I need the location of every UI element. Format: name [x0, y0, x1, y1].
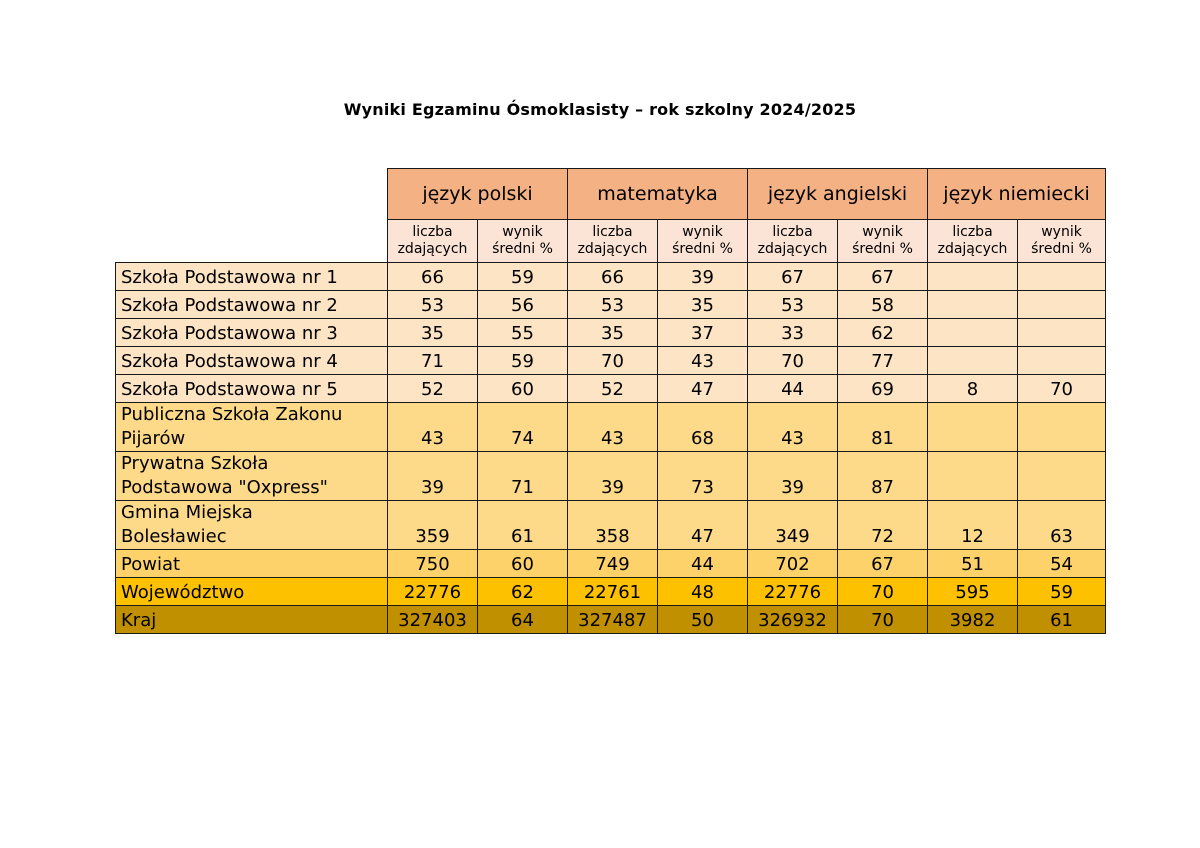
cell-value: 74	[478, 403, 568, 452]
cell-value: 43	[658, 347, 748, 375]
cell-value: 69	[838, 375, 928, 403]
subheader-score: wynik średni %	[1018, 220, 1106, 263]
cell-value: 22776	[748, 578, 838, 606]
cell-value	[1018, 403, 1106, 452]
row-label: Gmina Miejska Bolesławiec	[116, 501, 388, 550]
table-row	[116, 291, 1106, 319]
cell-value: 53	[748, 291, 838, 319]
header-matematyka: matematyka	[568, 169, 748, 220]
cell-value	[928, 319, 1018, 347]
cell-value: 8	[928, 375, 1018, 403]
cell-value: 59	[478, 347, 568, 375]
cell-value: 595	[928, 578, 1018, 606]
cell-value: 39	[748, 452, 838, 501]
cell-value: 22761	[568, 578, 658, 606]
cell-value: 70	[838, 578, 928, 606]
row-label: Szkoła Podstawowa nr 5	[116, 375, 388, 403]
cell-value: 47	[658, 501, 748, 550]
cell-value: 67	[748, 263, 838, 291]
cell-value: 326932	[748, 606, 838, 634]
subheader-score: wynik średni %	[478, 220, 568, 263]
subheader-score: wynik średni %	[838, 220, 928, 263]
cell-value	[928, 403, 1018, 452]
cell-value	[1018, 347, 1106, 375]
cell-value	[928, 263, 1018, 291]
cell-value	[1018, 319, 1106, 347]
subheader-count: liczba zdających	[388, 220, 478, 263]
table-row	[116, 403, 1106, 452]
cell-value: 63	[1018, 501, 1106, 550]
cell-value: 51	[928, 550, 1018, 578]
cell-value: 35	[658, 291, 748, 319]
cell-value: 43	[568, 403, 658, 452]
cell-value: 358	[568, 501, 658, 550]
cell-value: 53	[568, 291, 658, 319]
cell-value: 61	[478, 501, 568, 550]
cell-value: 60	[478, 550, 568, 578]
table-row	[116, 501, 1106, 550]
cell-value	[928, 291, 1018, 319]
cell-value: 37	[658, 319, 748, 347]
cell-value: 12	[928, 501, 1018, 550]
cell-value: 349	[748, 501, 838, 550]
row-label: Publiczna Szkoła Zakonu Pijarów	[116, 403, 388, 452]
row-label: Kraj	[116, 606, 388, 634]
row-label: Województwo	[116, 578, 388, 606]
cell-value: 52	[568, 375, 658, 403]
cell-value: 48	[658, 578, 748, 606]
cell-value: 33	[748, 319, 838, 347]
cell-value: 62	[478, 578, 568, 606]
cell-value: 77	[838, 347, 928, 375]
cell-value: 749	[568, 550, 658, 578]
subheader-count: liczba zdających	[568, 220, 658, 263]
table-row	[116, 550, 1106, 578]
cell-value: 43	[748, 403, 838, 452]
cell-value: 59	[478, 263, 568, 291]
cell-value: 70	[568, 347, 658, 375]
cell-value: 68	[658, 403, 748, 452]
cell-value	[1018, 291, 1106, 319]
cell-value: 54	[1018, 550, 1106, 578]
cell-value: 22776	[388, 578, 478, 606]
cell-value: 327403	[388, 606, 478, 634]
table-row	[116, 452, 1106, 501]
subheader-score: wynik średni %	[658, 220, 748, 263]
table-row	[116, 319, 1106, 347]
corner-cell	[116, 169, 388, 220]
corner-cell	[116, 220, 388, 263]
cell-value: 39	[388, 452, 478, 501]
cell-value	[928, 347, 1018, 375]
cell-value: 62	[838, 319, 928, 347]
cell-value: 67	[838, 550, 928, 578]
row-label: Prywatna Szkoła Podstawowa "Oxpress"	[116, 452, 388, 501]
table-row	[116, 375, 1106, 403]
header-jezyk-angielski: język angielski	[748, 169, 928, 220]
cell-value: 43	[388, 403, 478, 452]
cell-value: 39	[568, 452, 658, 501]
cell-value: 60	[478, 375, 568, 403]
cell-value: 53	[388, 291, 478, 319]
cell-value: 39	[658, 263, 748, 291]
cell-value: 61	[1018, 606, 1106, 634]
cell-value: 66	[568, 263, 658, 291]
page-title: Wyniki Egzaminu Ósmoklasisty – rok szkolny 2024/2025	[343, 100, 857, 119]
cell-value: 70	[838, 606, 928, 634]
cell-value: 750	[388, 550, 478, 578]
row-label: Szkoła Podstawowa nr 4	[116, 347, 388, 375]
cell-value: 702	[748, 550, 838, 578]
row-label: Powiat	[116, 550, 388, 578]
table-row	[116, 263, 1106, 291]
cell-value: 70	[748, 347, 838, 375]
cell-value: 67	[838, 263, 928, 291]
cell-value: 35	[388, 319, 478, 347]
cell-value: 35	[568, 319, 658, 347]
cell-value: 47	[658, 375, 748, 403]
cell-value: 3982	[928, 606, 1018, 634]
cell-value: 55	[478, 319, 568, 347]
row-label: Szkoła Podstawowa nr 3	[116, 319, 388, 347]
cell-value: 44	[658, 550, 748, 578]
cell-value: 58	[838, 291, 928, 319]
cell-value: 70	[1018, 375, 1106, 403]
table-row	[116, 606, 1106, 634]
cell-value	[1018, 263, 1106, 291]
cell-value: 50	[658, 606, 748, 634]
cell-value: 64	[478, 606, 568, 634]
row-label: Szkoła Podstawowa nr 1	[116, 263, 388, 291]
cell-value: 59	[1018, 578, 1106, 606]
header-jezyk-niemiecki: język niemiecki	[928, 169, 1106, 220]
header-jezyk-polski: język polski	[388, 169, 568, 220]
cell-value: 81	[838, 403, 928, 452]
cell-value: 359	[388, 501, 478, 550]
subheader-count: liczba zdających	[928, 220, 1018, 263]
cell-value: 44	[748, 375, 838, 403]
cell-value: 66	[388, 263, 478, 291]
cell-value	[928, 452, 1018, 501]
cell-value: 56	[478, 291, 568, 319]
cell-value: 73	[658, 452, 748, 501]
cell-value: 327487	[568, 606, 658, 634]
cell-value: 87	[838, 452, 928, 501]
cell-value: 71	[478, 452, 568, 501]
table-row	[116, 578, 1106, 606]
cell-value: 72	[838, 501, 928, 550]
results-table	[115, 168, 1106, 634]
subheader-count: liczba zdających	[748, 220, 838, 263]
cell-value: 71	[388, 347, 478, 375]
cell-value	[1018, 452, 1106, 501]
row-label: Szkoła Podstawowa nr 2	[116, 291, 388, 319]
table-row	[116, 347, 1106, 375]
cell-value: 52	[388, 375, 478, 403]
